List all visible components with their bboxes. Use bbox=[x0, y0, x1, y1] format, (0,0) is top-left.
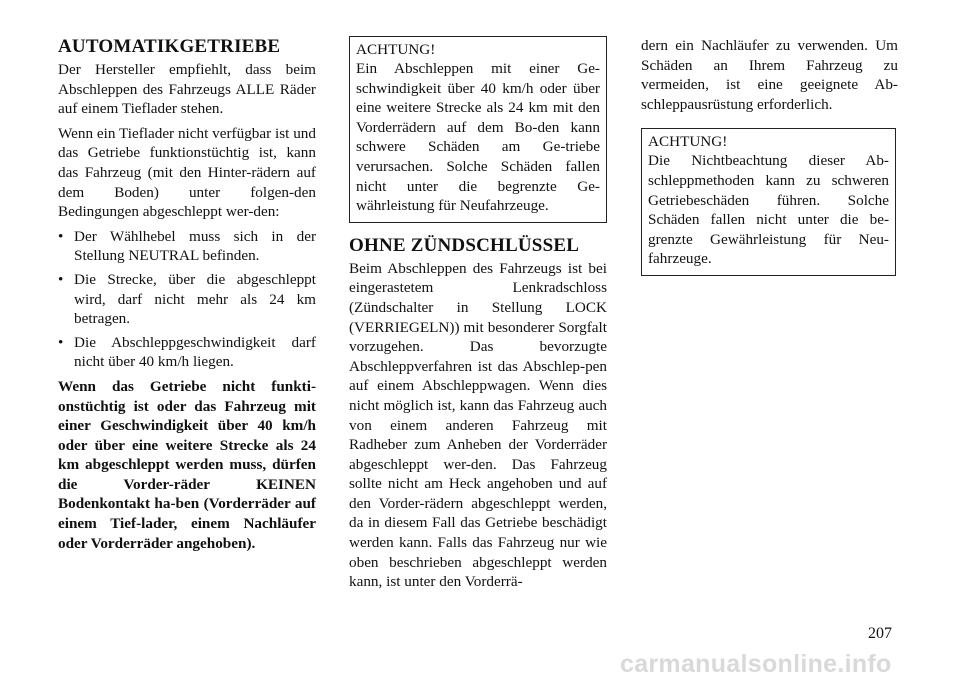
warning-box bbox=[349, 36, 607, 223]
middle-column bbox=[349, 36, 607, 597]
bullet-symbol: • bbox=[58, 270, 64, 288]
warning-text: Ein Abschleppen mit einer Ge-schwindigkeit über 40 km/h oder über eine weitere Strecke als 24 km mit den Vorderrädern auf dem Bo-den kann schwere Schäden am Ge-triebe verursachen. Solche Schäden fallen nicht unter die begrenzte Ge-währleistung für Neufahrzeuge. bbox=[356, 60, 600, 215]
warning-text: Die Nichtbeachtung dieser Ab-schleppmethoden kann zu schweren Getriebeschäden führen. Solche Schäden fallen nicht unter die be-grenzte Gewährleistung für Neu-fahrzeuge. bbox=[648, 152, 889, 268]
left-column bbox=[58, 36, 316, 558]
warning-title: ACHTUNG! bbox=[648, 133, 728, 151]
continued-paragraph: dern ein Nachläufer zu verwenden. Um Schäden an Ihrem Fahrzeug zu vermeiden, ist eine geeignete Ab-schleppausrüstung erforderlich. bbox=[641, 37, 898, 113]
list-item bbox=[58, 333, 316, 372]
list-item-text: Die Strecke, über die abgeschleppt wird, darf nicht mehr als 24 km betragen. bbox=[74, 270, 316, 328]
warning-title: ACHTUNG! bbox=[356, 41, 436, 58]
watermark: carmanualsonline.info bbox=[620, 650, 892, 678]
list-item-text: Der Wählhebel muss sich in der Stellung NEUTRAL befinden. bbox=[74, 227, 316, 265]
list-item bbox=[58, 227, 316, 266]
conditions-paragraph: Wenn ein Tieflader nicht verfügbar ist und das Getriebe funktionstüchtig ist, kann das Fahrzeug (mit den Hinter-rädern auf dem Boden) unter folgen-den Bedingungen abgeschleppt wer-den: bbox=[58, 124, 316, 221]
section-heading-ohne-zuendschluessel: OHNE ZÜNDSCHLÜSSEL bbox=[349, 234, 580, 256]
conditions-list bbox=[58, 227, 316, 372]
bullet-symbol: • bbox=[58, 227, 64, 245]
list-item bbox=[58, 270, 316, 329]
page-number: 207 bbox=[868, 625, 892, 642]
section-heading-automatikgetriebe: AUTOMATIKGETRIEBE bbox=[58, 36, 281, 57]
list-item-text: Die Abschleppgeschwindigkeit darf nicht über 40 km/h liegen. bbox=[74, 333, 316, 371]
intro-paragraph: Der Hersteller empfiehlt, dass beim Abschleppen des Fahrzeugs ALLE Räder auf einem Tieflader stehen. bbox=[58, 61, 316, 118]
bullet-symbol: • bbox=[58, 333, 64, 351]
warning-box bbox=[641, 128, 896, 276]
warning-bold-paragraph: Wenn das Getriebe nicht funkti-onstüchtig ist oder das Fahrzeug mit einer Geschwindigkeit über 40 km/h oder über eine weitere Strecke als 24 km abgeschleppt werden muss, dürfen die Vorder-räder KEINEN Bodenkontakt ha-ben (Vorderräder auf einem Tief-lader, einem Nachläufer oder Vorderräder angehoben). bbox=[58, 377, 316, 552]
right-column bbox=[641, 36, 898, 288]
towing-paragraph: Beim Abschleppen des Fahrzeugs ist bei eingerastetem Lenkradschloss (Zündschalter in Stellung LOCK (VERRIEGELN)) mit besonderer Sorgfalt vorzugehen. Das bevorzugte Abschleppverfahren ist das Abschlep-pen auf einem Abschleppwagen. Wenn dies nicht möglich ist, kann das Fahrzeug auch von einem anderen Fahrzeug mit Radheber zum Anheben der Vorderräder abgeschleppt wer-den. Das Fahrzeug sollte nicht am Heck angehoben und auf den Vorder-rädern abgeschleppt werden, da in diesem Fall das Getriebe beschädigt werden kann. Falls das Fahrzeug nur wie oben beschrieben abgeschleppt werden kann, ist unter den Vorderrä- bbox=[349, 259, 607, 591]
